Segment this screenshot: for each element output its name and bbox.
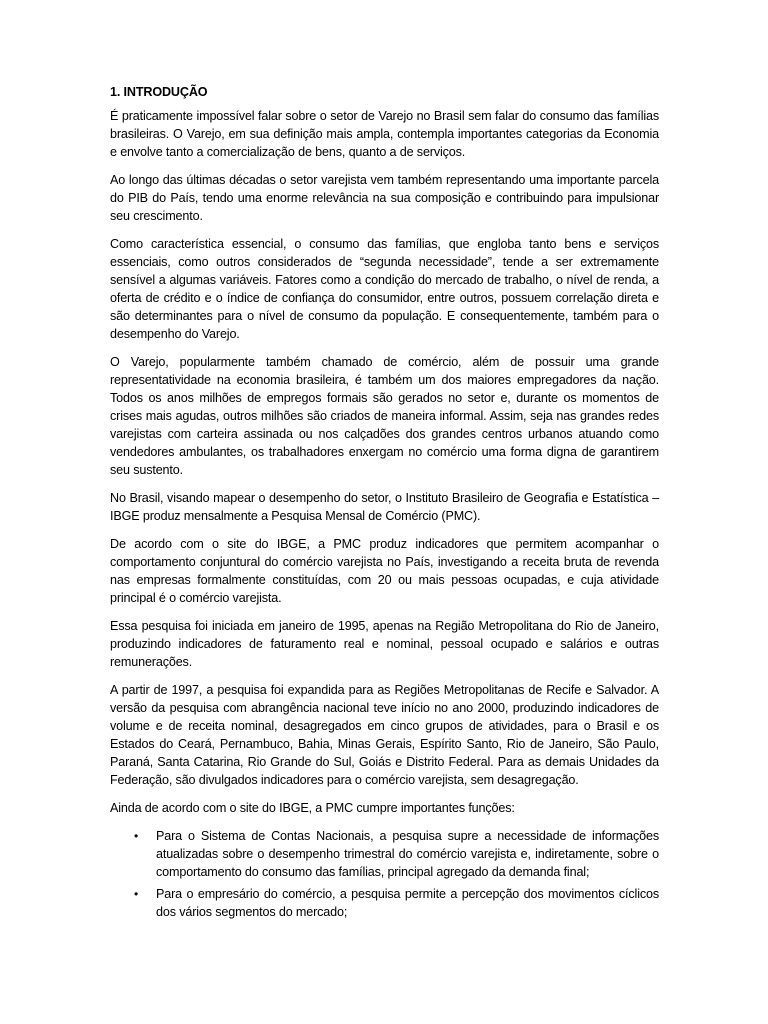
list-item-text: Para o Sistema de Contas Nacionais, a pesquisa supre a necessidade de informações atualizadas sobre o desempenho trimestral do comércio varejista e, indiretamente, sobre o comportamento do consumo das famílias, principal agregado da demanda final; xyxy=(156,829,659,879)
paragraph: A partir de 1997, a pesquisa foi expandida para as Regiões Metropolitanas de Recife e Salvador. A versão da pesquisa com abrangência nacional teve início no ano 2000, produzindo indicadores de volume e de receita nominal, desagregados em cinco grupos de atividades, para o Brasil e os Estados do Ceará, Pernambuco, Bahia, Minas Gerais, Espírito Santo, Rio de Janeiro, São Paulo, Paraná, Santa Catarina, Rio Grande do Sul, Goiás e Distrito Federal. Para as demais Unidades da Federação, são divulgados indicadores para o comércio varejista, sem desagregação. xyxy=(110,683,659,787)
bullet-icon: • xyxy=(133,829,139,843)
paragraph: No Brasil, visando mapear o desempenho do setor, o Instituto Brasileiro de Geografia e Estatística – IBGE produz mensalmente a Pesquisa Mensal de Comércio (PMC). xyxy=(110,491,659,523)
section-heading: 1. INTRODUÇÃO xyxy=(110,85,208,99)
list-item-text: Para o empresário do comércio, a pesquisa permite a percepção dos movimentos cíclicos dos vários segmentos do mercado; xyxy=(156,887,659,919)
list-item xyxy=(133,885,659,921)
paragraph: De acordo com o site do IBGE, a PMC produz indicadores que permitem acompanhar o comportamento conjuntural do comércio varejista no País, investigando a receita bruta de revenda nas empresas formalmente constituídas, com 20 ou mais pessoas ocupadas, e cuja atividade principal é o comércio varejista. xyxy=(110,537,659,605)
functions-list xyxy=(110,827,659,921)
list-item xyxy=(133,827,659,881)
paragraph: Ao longo das últimas décadas o setor varejista vem também representando uma importante parcela do PIB do País, tendo uma enorme relevância na sua composição e contribuindo para impulsionar seu crescimento. xyxy=(110,173,659,223)
paragraph: Ainda de acordo com o site do IBGE, a PMC cumpre importantes funções: xyxy=(110,801,515,815)
document-body xyxy=(110,83,659,925)
paragraph: O Varejo, popularmente também chamado de comércio, além de possuir uma grande representatividade na economia brasileira, é também um dos maiores empregadores da nação. Todos os anos milhões de empregos formais são gerados no setor e, durante os momentos de crises mais agudas, outros milhões são criados de maneira informal. Assim, seja nas grandes redes varejistas com carteira assinada ou nos calçadões dos grandes centros urbanos atuando como vendedores ambulantes, os trabalhadores enxergam no comércio uma forma digna de garantirem seu sustento. xyxy=(110,355,659,477)
paragraph: Essa pesquisa foi iniciada em janeiro de 1995, apenas na Região Metropolitana do Rio de Janeiro, produzindo indicadores de faturamento real e nominal, pessoal ocupado e salários e outras remunerações. xyxy=(110,619,659,669)
paragraph: Como característica essencial, o consumo das famílias, que engloba tanto bens e serviços essenciais, como outros considerados de “segunda necessidade”, tende a ser extremamente sensível a algumas variáveis. Fatores como a condição do mercado de trabalho, o nível de renda, a oferta de crédito e o índice de confiança do consumidor, entre outros, possuem correlação direta e são determinantes para o nível de consumo da população. E consequentemente, também para o desempenho do Varejo. xyxy=(110,237,659,341)
bullet-icon: • xyxy=(133,887,139,901)
paragraph: É praticamente impossível falar sobre o setor de Varejo no Brasil sem falar do consumo das famílias brasileiras. O Varejo, em sua definição mais ampla, contempla importantes categorias da Economia e envolve tanto a comercialização de bens, quanto a de serviços. xyxy=(110,109,659,159)
